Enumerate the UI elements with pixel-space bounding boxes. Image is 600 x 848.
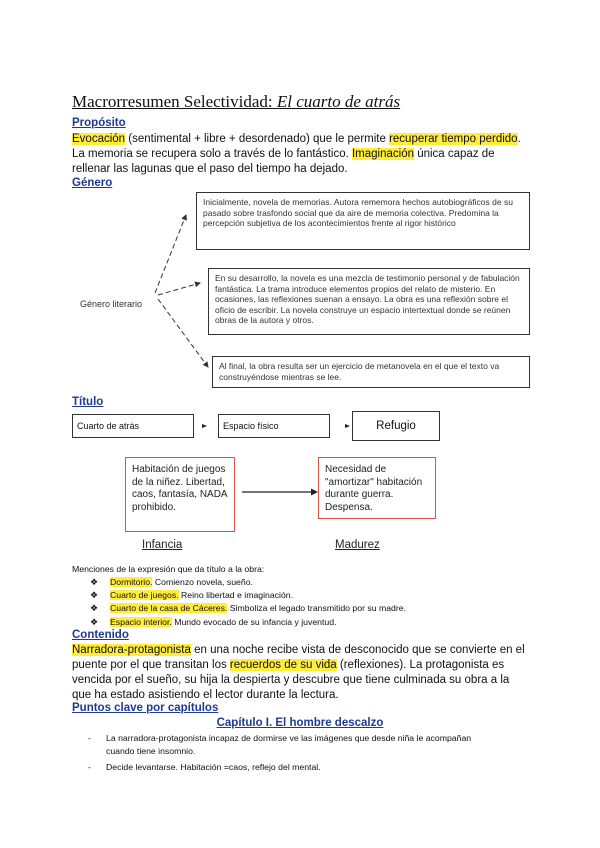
list-item	[72, 589, 406, 602]
genre-box-development: En su desarrollo, la novela es una mezcla de testimonio personal y de fabulación fantástica. La trama introduce elementos propios del relato de misterio. En ocasiones, las reflexiones suenan a ensayo. La obra es una reflexión sobre el oficio de escribir. La novela construye un espacio intertextual donde se reúnen obras de la autora y otros.	[208, 268, 530, 335]
dash-bullet: -	[88, 733, 91, 743]
diamond-bullet-icon: ❖	[90, 590, 99, 601]
infancia-madurez-arrow	[238, 486, 320, 498]
document-title	[72, 92, 400, 112]
arrow-to-initial	[155, 215, 186, 293]
arrow-to-final	[158, 299, 208, 367]
flow-refugio: Refugio	[352, 411, 440, 441]
text: en una noche recibe vista de desconocido que se convierte en el puente por el que transitan los	[72, 644, 525, 671]
hl-narradora: Narradora-protagonista	[72, 644, 191, 656]
arrow-to-development	[158, 283, 200, 295]
madurez-label: Madurez	[335, 539, 380, 551]
genre-box-final: Al final, la obra resulta ser un ejercicio de metanovela en el que el texto va construyéndose mientras se lee.	[212, 356, 530, 388]
list-item	[72, 602, 406, 615]
chapter-points	[72, 732, 502, 774]
menciones-list	[72, 576, 406, 629]
list-item	[72, 732, 502, 758]
item-rest: Simboliza el legado transmitido por su madre.	[227, 603, 407, 614]
heading-contenido: Contenido	[72, 629, 129, 641]
hl-recuerdos: recuerdos de su vida	[229, 659, 337, 671]
heading-genero: Género	[72, 177, 113, 189]
item-hl: Cuarto de la casa de Cáceres.	[110, 603, 228, 614]
paragraph-contenido	[72, 643, 527, 703]
list-item	[72, 761, 502, 774]
item-rest: Mundo evocado de su infancia y juventud.	[171, 616, 337, 627]
item-hl: Cuarto de juegos.	[110, 590, 179, 601]
flow-arrows	[194, 414, 354, 438]
flow-arrowhead-1	[202, 424, 207, 428]
title-italic: El cuarto de atrás	[276, 92, 401, 111]
item-hl: Dormitorio.	[110, 577, 153, 587]
flow-espacio: Espacio físico	[218, 414, 330, 438]
heading-proposito: Propósito	[72, 117, 126, 129]
genre-arrows	[150, 195, 220, 375]
dash-bullet: -	[88, 762, 91, 772]
paragraph-proposito	[72, 132, 532, 177]
infancia-box: Habitación de juegos de la niñez. Libertad, caos, fantasía, NADA prohibido.	[125, 457, 235, 532]
list-item	[72, 576, 406, 589]
madurez-box: Necesidad de "amortizar" habitación durante guerra. Despensa.	[318, 457, 436, 519]
genre-box-initial: Inicialmente, novela de memorias. Autora rememora hechos autobiográficos de su pasado sobre trasfondo social que da aire de memoria colectiva. Predomina la percepción subjetiva de los acontecimientos frente al rigor histórico	[196, 192, 530, 250]
item-rest: Reino libertad e imaginación.	[178, 590, 294, 601]
heading-titulo: Título	[72, 396, 104, 408]
text: (sentimental + libre + desordenado) que le permite	[125, 133, 390, 145]
chapter-title: Capítulo I. El hombre descalzo	[216, 717, 384, 729]
genre-label: Género literario	[80, 299, 143, 309]
flow-cuarto: Cuarto de atrás	[72, 414, 194, 438]
hl-recuperar: recuperar tiempo perdido	[389, 133, 518, 145]
hl-imaginacion: Imaginación	[351, 148, 414, 160]
title-main: Macrorresumen Selectividad:	[72, 92, 277, 111]
infancia-label: Infancia	[142, 539, 183, 551]
diamond-bullet-icon: ❖	[90, 616, 99, 627]
hl-evocacion: Evocación	[72, 133, 126, 145]
diamond-bullet-icon: ❖	[90, 577, 99, 587]
list-item	[72, 616, 406, 629]
heading-puntos: Puntos clave por capítulos	[72, 702, 219, 714]
item-text: Decide levantarse. Habitación =caos, reflejo del mental.	[106, 762, 321, 772]
text: . La memoria se recupera solo a través de lo fantástico.	[72, 133, 521, 160]
diamond-bullet-icon: ❖	[90, 603, 99, 614]
text: (reflexiones). La protagonista es vencida por el sueño, su hija la despierta y descubre que tiene culminada su obra a la que ha estado asistiendo el lector durante la lectura.	[72, 659, 510, 701]
text: única capaz de rellenar las lagunas que el paso del tiempo ha dejado.	[72, 148, 495, 175]
item-rest: Comienzo novela, sueño.	[152, 577, 253, 587]
menciones-intro: Menciones de la expresión que da título a la obra:	[72, 564, 265, 574]
item-text: La narradora-protagonista incapaz de dormirse ve las imágenes que desde niña le acompañan cuando tiene insomnio.	[106, 733, 472, 756]
flow-arrowhead-2	[345, 424, 350, 428]
item-hl: Espacio interior.	[110, 616, 172, 627]
